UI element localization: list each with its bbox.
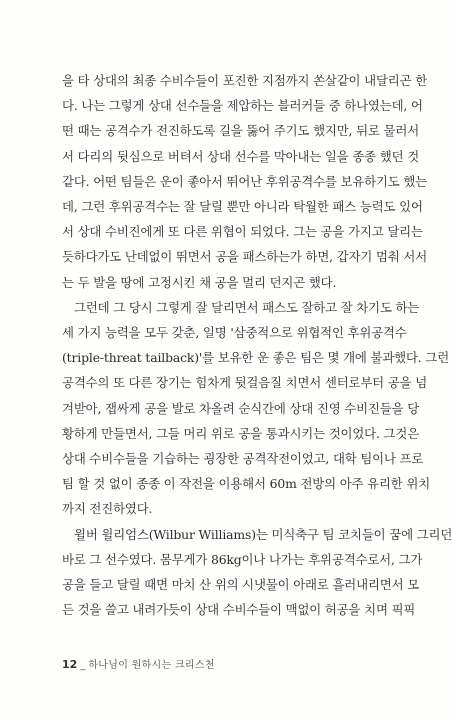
text-line: 떤 때는 공격수가 전진하도록 길을 뚫어 주기도 했지만, 뒤로 물러서 xyxy=(62,123,420,139)
text-line: (triple-threat tailback)'를 보유한 운 좋은 팀은 몇 개에 불과했다. 그런 xyxy=(62,350,450,366)
paragraph-1 xyxy=(62,68,428,295)
text-line: 팀 할 것 없이 종종 이 작전을 이용해서 60m 전방의 아주 유리한 위치 xyxy=(62,476,431,492)
text-line: 다. 나는 그렇게 상대 선수들을 제압하는 블러커들 중 하나였는데, 어 xyxy=(62,98,423,114)
text-line: 공격수의 또 다른 장기는 힘차게 뒷걸음질 치면서 센터로부터 공을 넘 xyxy=(62,375,428,391)
text-line: 서 상대 수비진에게 또 다른 위협이 되었다. 그는 공을 가지고 달리는 xyxy=(62,224,423,240)
text-line: 바로 그 선수였다. 몸무게가 86kg이나 나가는 후위공격수로서, 그가 xyxy=(62,551,423,567)
text-line: 듯하다가도 난데없이 뛰면서 공을 패스하는가 하면, 갑자기 멈춰 서서 xyxy=(62,249,428,265)
text-line: 까지 전진하였다. xyxy=(62,501,153,517)
paragraph-2 xyxy=(62,295,450,522)
running-title: 하나님이 원하시는 크리스천 xyxy=(88,660,215,671)
body-text xyxy=(62,68,452,622)
footer-separator: _ xyxy=(80,660,86,671)
text-line: 그런데 그 당시 그렇게 잘 달리면서 패스도 잘하고 잘 차기도 하는 xyxy=(74,299,420,315)
text-line: 같다. 어떤 팀들은 운이 좋아서 뛰어난 후위공격수를 보유하기도 했는 xyxy=(62,173,428,189)
text-line: 공을 들고 달릴 때면 마치 산 위의 시냇물이 아래로 흘러내리면서 모 xyxy=(62,577,420,593)
text-line: 서 다리의 뒷심으로 버텨서 상대 선수를 막아내는 일을 종종 했던 것 xyxy=(62,148,420,164)
text-line: 세 가지 능력을 모두 갖춘, 일명 '삼중적으로 위협적인 후위공격수 xyxy=(62,325,407,341)
text-line: 상대 수비수들을 기습하는 굉장한 공격작전이었고, 대학 팀이나 프로 xyxy=(62,451,424,467)
page-number: 12 xyxy=(62,658,78,671)
text-line: 윌버 윌리엄스(Wilbur Williams)는 미식축구 팀 코치들이 꿈에 그리던 xyxy=(74,526,452,542)
text-line: 든 것을 쓸고 내려가듯이 상대 수비수들이 맥없이 허공을 치며 픽픽 xyxy=(62,602,416,618)
paragraph-3 xyxy=(62,522,452,623)
page-footer xyxy=(62,656,215,671)
text-line: 을 타 상대의 최종 수비수들이 포진한 지점까지 쏜살같이 내달리곤 한 xyxy=(62,73,428,88)
text-line: 는 두 발을 땅에 고정시킨 채 공을 멀리 던지곤 했다. xyxy=(62,274,337,290)
text-line: 데, 그런 후위공격수는 잘 달릴 뿐만 아니라 탁월한 패스 능력도 있어 xyxy=(62,199,423,215)
text-line: 황하게 만들면서, 그들 머리 위로 공을 통과시키는 것이었다. 그것은 xyxy=(62,425,420,441)
text-line: 겨받아, 잽싸게 공을 발로 차올려 순식간에 상대 진영 수비진들을 당 xyxy=(62,400,420,416)
